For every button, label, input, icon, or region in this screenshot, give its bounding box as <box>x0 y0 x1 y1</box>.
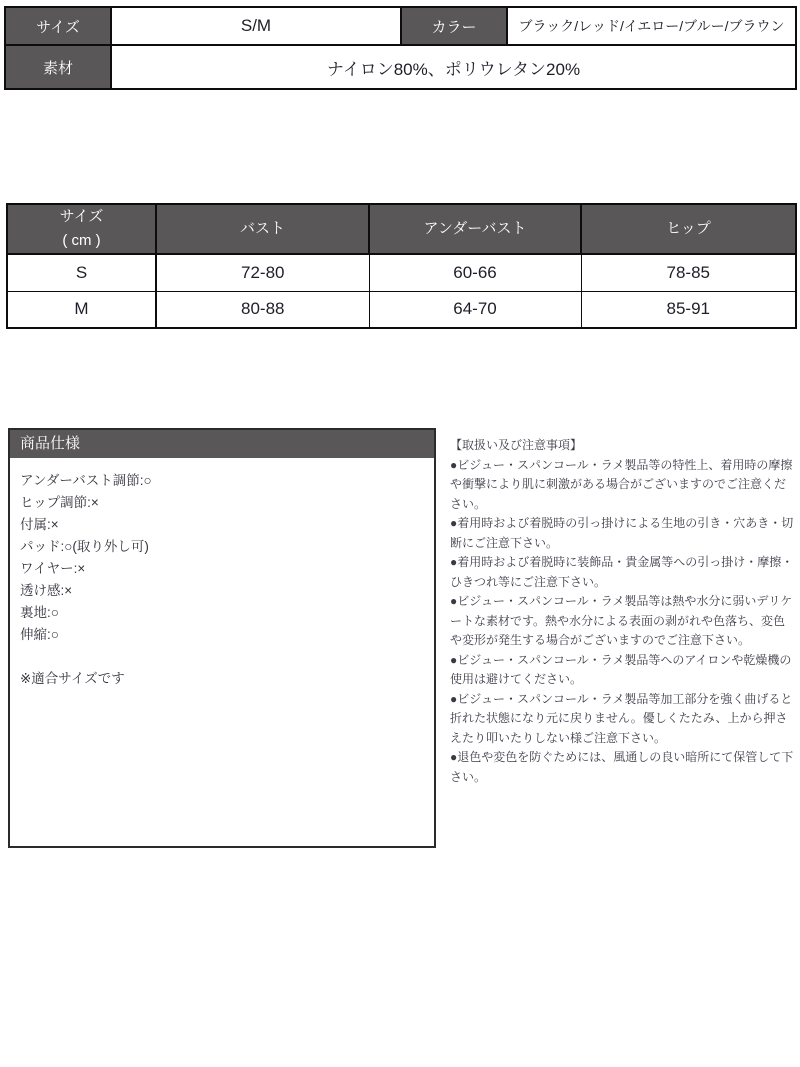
hip-header-cell: ヒップ <box>581 204 796 254</box>
product-spec-box <box>8 428 436 848</box>
care-note-jewelry: ●着用時および着脱時に装飾品・貴金属等への引っ掛け・摩擦・ひきつれ等にご注意下さい。 <box>450 555 794 589</box>
product-spec-list <box>10 458 434 702</box>
size-s-cell: S <box>7 254 156 291</box>
spec-item-accessories: 付属:× <box>20 517 59 532</box>
attribute-row-size-color <box>5 7 796 45</box>
spec-item-pad: パッド:○(取り外し可) <box>20 539 149 554</box>
underbust-m-cell: 64-70 <box>369 291 581 328</box>
size-value-cell: S/M <box>111 7 401 45</box>
hip-s-cell: 78-85 <box>581 254 796 291</box>
spec-item-sheerness: 透け感:× <box>20 583 73 598</box>
size-header-line2: ( cm ) <box>62 232 101 249</box>
product-spec-title: 商品仕様 <box>10 430 434 458</box>
bust-s-cell: 72-80 <box>156 254 369 291</box>
care-notes-title: 【取扱い及び注意事項】 <box>450 438 583 452</box>
hip-m-cell: 85-91 <box>581 291 796 328</box>
spec-item-lining: 裏地:○ <box>20 605 59 620</box>
size-label-cell: サイズ <box>5 7 111 45</box>
spec-fit-size-note: ※適合サイズです <box>20 671 125 686</box>
spec-item-underbust-adjust: アンダーバスト調節:○ <box>20 473 152 488</box>
care-note-snagging: ●着用時および着脱時の引っ掛けによる生地の引き・穴あき・切断にご注意下さい。 <box>450 516 794 550</box>
bust-m-cell: 80-88 <box>156 291 369 328</box>
care-note-friction: ●ビジュー・スパンコール・ラメ製品等の特性上、着用時の摩擦や衝撃により肌に刺激がある場合がございますのでご注意ください。 <box>450 457 793 511</box>
attribute-row-material <box>5 45 796 89</box>
size-chart-table <box>6 203 797 329</box>
bust-header-cell: バスト <box>156 204 369 254</box>
care-notes-section <box>450 436 796 787</box>
material-value-cell: ナイロン80%、ポリウレタン20% <box>111 45 796 89</box>
size-m-cell: M <box>7 291 156 328</box>
care-note-bending: ●ビジュー・スパンコール・ラメ製品等加工部分を強く曲げると折れた状態になり元に戻りません。優しくたたみ、上から押さえたり叩いたりしない様ご注意下さい。 <box>450 691 793 745</box>
color-value-cell: ブラック/レッド/イエロー/ブルー/ブラウン <box>507 7 796 45</box>
care-note-heat-moisture: ●ビジュー・スパンコール・ラメ製品等は熱や水分に弱いデリケートな素材です。熱や水分による表面の剥がれや色落ち、変色や変形が発生する場合がございますのでご注意下さい。 <box>450 594 793 647</box>
underbust-header-cell: アンダーバスト <box>369 204 581 254</box>
spec-item-stretch: 伸縮:○ <box>20 627 59 642</box>
care-note-iron-dryer: ●ビジュー・スパンコール・ラメ製品等へのアイロンや乾燥機の使用は避けてください。 <box>450 652 792 686</box>
spec-item-wire: ワイヤー:× <box>20 561 86 576</box>
size-cm-header-cell <box>7 204 156 254</box>
material-label-cell: 素材 <box>5 45 111 89</box>
care-note-storage: ●退色や変色を防ぐためには、風通しの良い暗所にて保管して下さい。 <box>450 750 794 784</box>
size-header-line1: サイズ <box>59 208 104 225</box>
underbust-s-cell: 60-66 <box>369 254 581 291</box>
spec-item-hip-adjust: ヒップ調節:× <box>20 495 99 510</box>
color-label-cell: カラー <box>401 7 507 45</box>
size-chart-header-row <box>7 204 796 254</box>
product-attributes-table <box>4 6 797 90</box>
size-chart-row-s <box>7 254 796 291</box>
size-chart-row-m <box>7 291 796 328</box>
